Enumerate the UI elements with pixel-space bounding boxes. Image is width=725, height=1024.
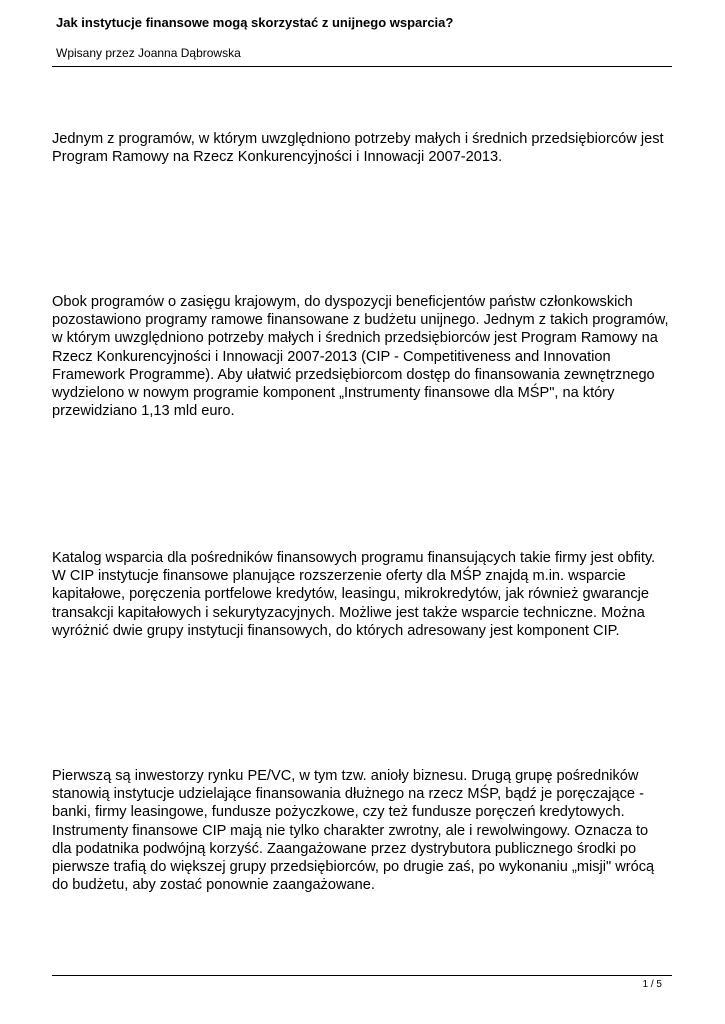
- paragraph-line: dla podatnika podwójną korzyść. Zaangażowane przez dystrybutora publicznego środki po: [52, 840, 637, 857]
- paragraph-line: banki, firmy leasingowe, fundusze pożyczkowe, czy też fundusze poręczeń kredytowych.: [52, 804, 625, 821]
- page-number: 1 / 5: [642, 979, 662, 990]
- author-byline: Wpisany przez Joanna Dąbrowska: [56, 46, 241, 60]
- paragraph-line: w którym uwzględniono potrzeby małych i średnich przedsiębiorców jest Program Ramowy na: [52, 330, 658, 347]
- paragraph-line: W CIP instytucje finansowe planujące rozszerzenie oferty dla MŚP znajdą m.in. wsparcie: [52, 568, 626, 585]
- paragraph-line: do budżetu, aby zostać ponownie zaangażowane.: [52, 877, 375, 894]
- header-divider: [52, 66, 672, 67]
- page-title: Jak instytucje finansowe mogą skorzystać z unijnego wsparcia?: [56, 15, 454, 30]
- paragraph-line: Framework Programme). Aby ułatwić przedsiębiorcom dostęp do finansowania zewnętrznego: [52, 366, 655, 383]
- paragraph-line: Rzecz Konkurencyjności i Innowacji 2007-2013 (CIP - Competitiveness and Innovation: [52, 348, 611, 365]
- paragraph-line: stanowią instytucje udzielające finansowania dłużnego na rzecz MŚP, bądź je poręczające -: [52, 786, 644, 803]
- paragraph-line: Obok programów o zasięgu krajowym, do dyspozycji beneficjentów państw członkowskich: [52, 294, 633, 310]
- paragraph-line: pozostawiono programy ramowe finansowane z budżetu unijnego. Jednym z takich programów,: [52, 312, 669, 329]
- footer-divider: [52, 975, 672, 976]
- paragraph-line: kapitałowe, poręczenia portfelowe kredytów, leasingu, mikrokredytów, jak również gwarancje: [52, 586, 650, 603]
- paragraph-3: [52, 549, 677, 640]
- paragraph-line: Instrumenty finansowe CIP mają nie tylko charakter zwrotny, ale i rewolwingowy. Oznacza to: [52, 822, 649, 839]
- paragraph-1: [52, 130, 677, 166]
- paragraph-2: [52, 293, 677, 420]
- paragraph-line: wydzielono w nowym programie komponent „Instrumenty finansowe dla MŚP", na który: [52, 385, 615, 402]
- paragraph-line: Jednym z programów, w którym uwzględniono potrzeby małych i średnich przedsiębiorców jest: [52, 131, 664, 147]
- paragraph-line: Pierwszą są inwestorzy rynku PE/VC, w tym tzw. anioły biznesu. Drugą grupę pośredników: [52, 768, 639, 784]
- paragraph-line: pierwsze trafią do większej grupy przedsiębiorców, po drugie zaś, po wykonaniu „misji" wrócą: [52, 859, 655, 876]
- paragraph-line: transakcji kapitałowych i sekurytyzacyjnych. Możliwe jest także wsparcie techniczne. Można: [52, 604, 645, 621]
- paragraph-line: przewidziano 1,13 mld euro.: [52, 403, 235, 420]
- paragraph-line: Program Ramowy na Rzecz Konkurencyjności i Innowacji 2007-2013.: [52, 149, 503, 166]
- paragraph-4: [52, 767, 677, 894]
- paragraph-line: Katalog wsparcia dla pośredników finansowych programu finansujących takie firmy jest obfity.: [52, 550, 656, 566]
- paragraph-line: wyróżnić dwie grupy instytucji finansowych, do których adresowany jest komponent CIP.: [52, 622, 620, 639]
